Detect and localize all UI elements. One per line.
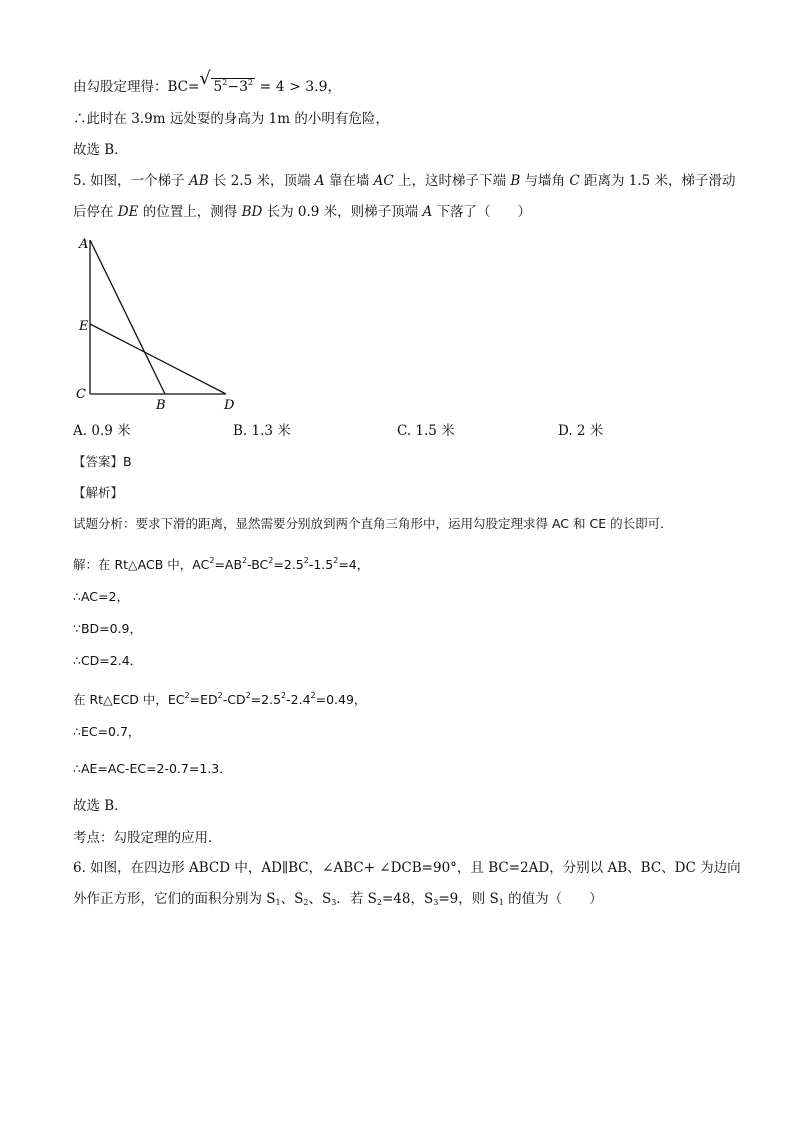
answer-label: 答案 <box>85 454 111 469</box>
analysis-heading: 【解析】 <box>73 485 124 500</box>
option-c: C. 1.5 米 <box>397 423 455 439</box>
answer-line: 【答案】B <box>73 454 132 469</box>
label-d: D <box>224 398 235 412</box>
question-6-line-1: 6. 如图，在四边形 ABCD 中，AD∥BC，∠ABC+ ∠DCB=90°，且 BC=2AD，分别以 AB、BC、DC 为边向 <box>73 860 741 876</box>
formula-prefix: 由勾股定理得：BC= <box>73 79 200 95</box>
solution-step-5: 在 Rt△ECD 中，$EC^2=ED^2-CD^2=2.5^2-2.4^2=0.49$， <box>73 691 367 707</box>
question-5-line-2: 后停在 DE 的位置上，测得 BD 长为 0.9 米，则梯子顶端 A 下落了（ ） <box>73 204 532 220</box>
option-d: D. 2 米 <box>558 423 604 439</box>
danger-conclusion-line: ∴此时在 3.9m 远处耍的身高为 1m 的小明有危险， <box>73 111 389 127</box>
solution-intro: 试题分析：要求下滑的距离，显然需要分别放到两个直角三角形中，运用勾股定理求得 AC 和 CE 的长即可． <box>73 516 673 531</box>
formula-suffix: = 4 > 3.9， <box>255 79 342 95</box>
solution-topic: 考点：勾股定理的应用． <box>73 830 222 846</box>
solution-step-1: 解：在 Rt△ACB 中，$AC^2=AB^2-BC^2=2.5^2-1.5^2=4$， <box>73 556 370 572</box>
sqrt-expression: √ $5^2-3^2$ <box>199 68 254 95</box>
pythagorean-result-line <box>73 68 342 96</box>
solution-step-2: ∴AC=2， <box>73 589 129 604</box>
label-b: B <box>156 398 166 412</box>
solution-step-4: ∴CD=2.4． <box>73 653 143 668</box>
ladder-de <box>90 324 226 394</box>
radical-sign: √ <box>199 68 211 89</box>
choose-b-line: 故选 B． <box>73 142 128 158</box>
solution-step-6: ∴EC=0.7， <box>73 724 141 739</box>
option-a: A. 0.9 米 <box>73 423 131 439</box>
solution-step-7: ∴AE=AC-EC=2-0.7=1.3． <box>73 761 232 776</box>
answer-value: B <box>123 454 132 469</box>
label-c: C <box>76 387 86 402</box>
solution-choose: 故选 B． <box>73 798 128 814</box>
ladder-ab <box>90 240 165 394</box>
question-6-line-2: 外作正方形，它们的面积分别为 $S_1$、$S_2$、$S_3$．若 $S_2=48$，$S_3=9$，则 $S_1$ 的值为（ ） <box>73 891 603 907</box>
option-b: B. 1.3 米 <box>233 423 291 439</box>
label-e: E <box>79 319 89 334</box>
question-5-line-1: 5. 如图，一个梯子 AB 长 2.5 米，顶端 A 靠在墙 AC 上，这时梯子下端 B 与墙角 C 距离为 1.5 米，梯子滑动 <box>73 173 736 189</box>
label-a: A <box>79 237 89 252</box>
solution-step-3: ∵BD=0.9， <box>73 621 143 636</box>
ladder-diagram <box>70 232 250 412</box>
